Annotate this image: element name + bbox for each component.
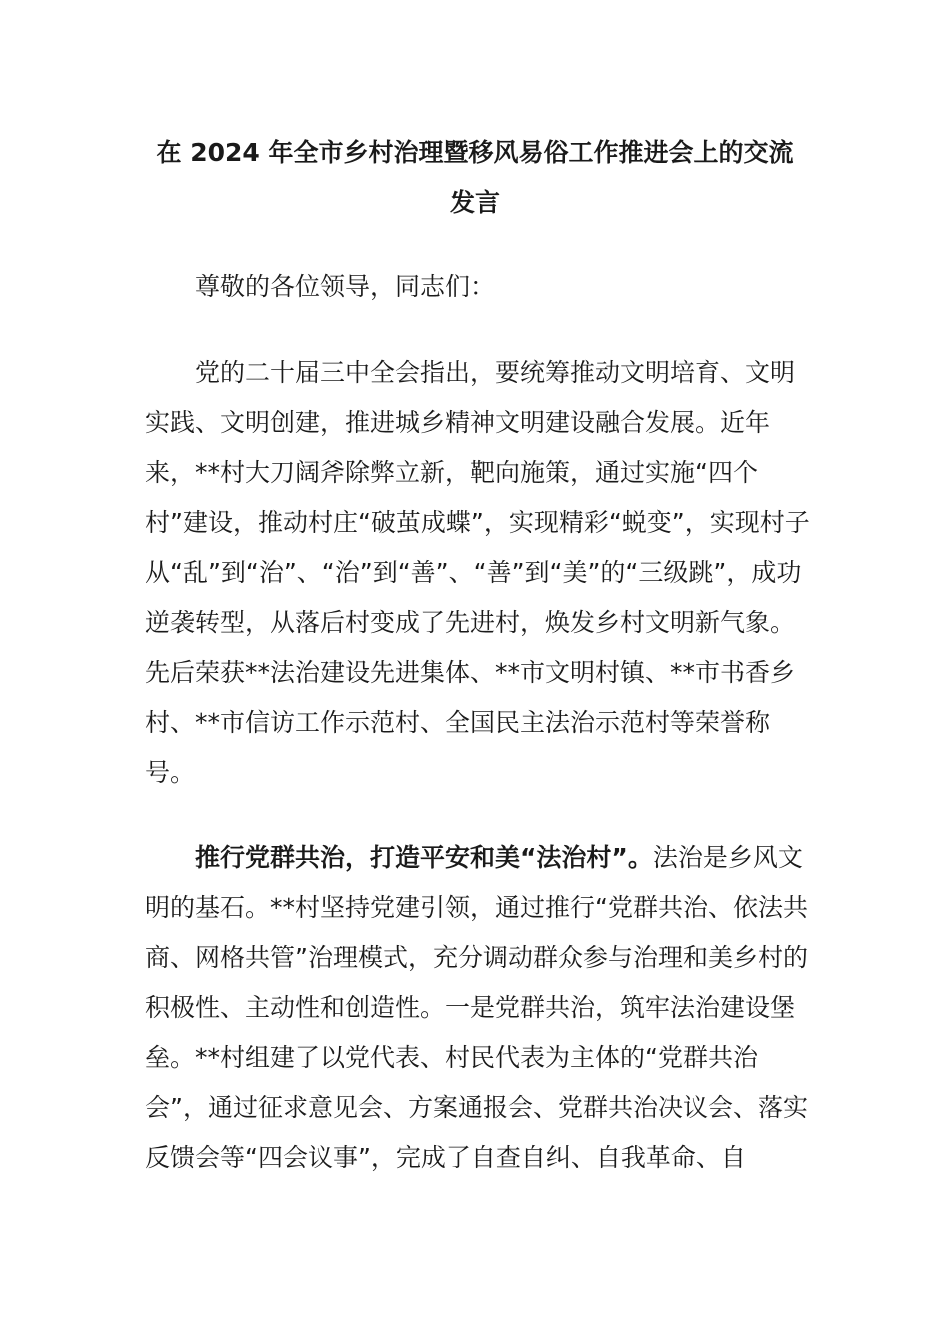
paragraph-rule-of-law [145,833,810,1183]
paragraph-body: 法治是乡风文明的基石。**村坚持党建引领，通过推行“党群共治、依法共商、网格共管”治理模式，充分调动群众参与治理和美乡村的积极性、主动性和创造性。一是党群共治，筑牢法治建设堡垒。**村组建了以党代表、村民代表为主体的“党群共治会”，通过征求意见会、方案通报会、党群共治决议会、落实反馈会等“四会议事”，完成了自查自纠、自我革命、自 [145,843,808,1172]
paragraph-lead-heading: 推行党群共治，打造平安和美“法治村”。 [195,843,653,872]
paragraph-intro: 党的二十届三中全会指出，要统筹推动文明培育、文明实践、文明创建，推进城乡精神文明建设融合发展。近年来，**村大刀阔斧除弊立新，靶向施策，通过实施“四个村”建设，推动村庄“破茧成蝶”，实现精彩“蜕变”，实现村子从“乱”到“治”、“治”到“善”、“善”到“美”的“三级跳”，成功逆袭转型，从落后村变成了先进村，焕发乡村文明新气象。先后荣获**法治建设先进集体、**市文明村镇、**市书香乡村、**市信访工作示范村、全国民主法治示范村等荣誉称号。 [145,358,810,787]
document-title: 在 2024 年全市乡村治理暨移风易俗工作推进会上的交流发言 [156,138,794,217]
greeting: 尊敬的各位领导，同志们： [195,272,496,301]
